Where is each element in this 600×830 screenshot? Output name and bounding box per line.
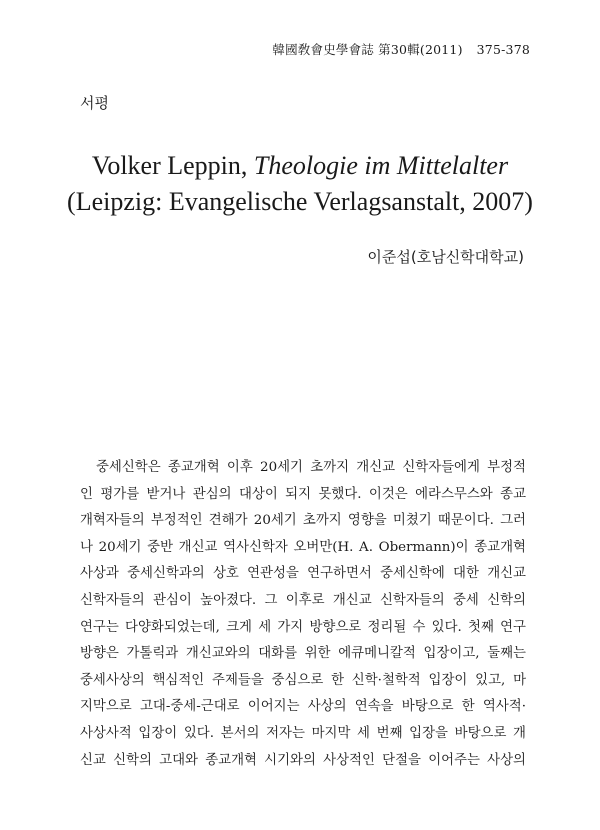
book-author: Volker Leppin, <box>91 151 254 180</box>
journal-name: 韓國敎會史學會誌 第30輯(2011) <box>272 42 463 57</box>
body-line: 나 20세기 중반 개신교 역사신학자 오버만(H. A. Obermann)이 종교개혁 <box>80 539 526 555</box>
body-line: 지막으로 고대-중세-근대로 이어지는 사상의 연속을 바탕으로 한 역사적· <box>80 699 526 715</box>
book-title: Theologie im Mittelalter <box>253 151 509 180</box>
title-line-1 <box>0 148 600 184</box>
body-line: 연구는 다양화되었는데, 크게 세 가지 방향으로 정리될 수 있다. 첫째 연구 <box>80 619 526 635</box>
page-range: 375-378 <box>476 42 530 57</box>
running-header <box>272 40 530 58</box>
body-line: 신학자들의 관심이 높아졌다. 그 이후로 개신교 신학자들의 중세 신학의 <box>80 592 526 608</box>
body-line: 중세신학은 종교개혁 이후 20세기 초까지 개신교 신학자들에게 부정적 <box>96 460 526 475</box>
reviewer-name: 이준섭(호남신학대학교) <box>367 248 524 266</box>
section-label: 서평 <box>80 94 109 112</box>
body-text <box>80 455 526 774</box>
body-line: 사상과 중세신학과의 상호 연관성을 연구하면서 중세신학에 대한 개신교 <box>80 566 526 582</box>
book-title-block <box>0 148 600 220</box>
body-line: 방향은 가톨릭과 개신교와의 대화를 위한 에큐메니칼적 입장이고, 둘째는 <box>80 646 526 662</box>
body-line: 인 평가를 받거나 관심의 대상이 되지 못했다. 이것은 에라스무스와 종교 <box>80 486 526 502</box>
body-line: 개혁자들의 부정적인 견해가 20세기 초까지 영향을 미쳤기 때문이다. 그러 <box>80 513 526 529</box>
body-line: 사상사적 입장이 있다. 본서의 저자는 마지막 세 번째 입장을 바탕으로 개 <box>80 725 526 741</box>
body-line: 신교 신학의 고대와 종교개혁 시기와의 사상적인 단절을 이어주는 사상의 <box>80 752 526 768</box>
body-line: 중세사상의 핵심적인 주제들을 중심으로 한 신학·철학적 입장이 있고, 마 <box>80 672 526 688</box>
publisher-line: (Leipzig: Evangelische Verlagsanstalt, 2007) <box>67 187 533 216</box>
